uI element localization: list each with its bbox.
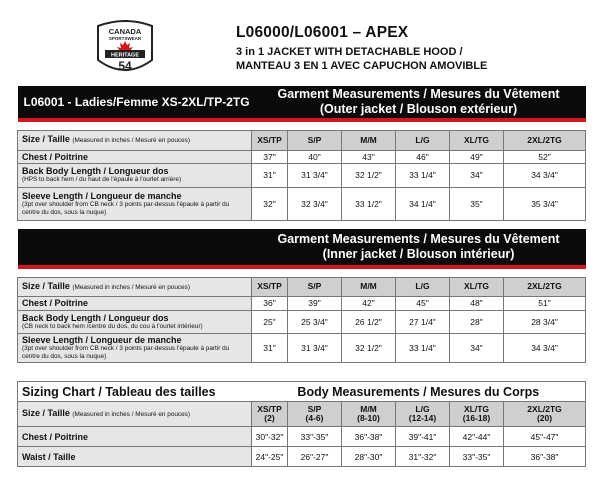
cell: 42" (342, 296, 396, 310)
cell: 31 3/4" (288, 163, 342, 187)
cell: 51" (504, 296, 586, 310)
cell: 31" (252, 163, 288, 187)
size-header: XS/TP (252, 277, 288, 296)
body-size-row (18, 402, 586, 427)
cell: 25" (252, 310, 288, 333)
size-header: L/G (396, 130, 450, 150)
table-row (18, 163, 586, 187)
cell: 37" (252, 150, 288, 163)
cell: 45"-47" (504, 427, 586, 447)
row-label: Back Body Length / Longueur dos (HPS to back hem / du haut de l'épaule à l'ourlet arrière) (18, 163, 252, 187)
row-label: Back Body Length / Longueur dos (CB neck to back hem /centre du dos, du cou à l'ourlet intérieur) (18, 310, 252, 333)
header-title-block (236, 24, 576, 73)
body-right-title: Body Measurements / Mesures du Corps (252, 382, 586, 402)
cell: 28"-30" (342, 447, 396, 467)
cell: 32 1/2" (342, 333, 396, 362)
cell: 39"-41" (396, 427, 450, 447)
size-header: XS/TP (2) (252, 402, 288, 427)
cell: 28" (450, 310, 504, 333)
outer-right-title (252, 86, 586, 118)
row-label: Sleeve Length / Longueur de manche (3pt over shoulder from CB neck / 3 points par-dessus l'épaule à partir du centre du dos, sous la nuque) (18, 187, 252, 220)
inner-size-label: Size / Taille (Measured in inches / Mesuré en pouces) (18, 277, 252, 296)
inner-right-title-2: (Inner jacket / Blouson intérieur) (322, 247, 515, 261)
subtitle-fr: MANTEAU 3 EN 1 AVEC CAPUCHON AMOVIBLE (236, 60, 488, 72)
cell: 48" (450, 296, 504, 310)
outer-left-title: L06001 - Ladies/Femme XS-2XL/TP-2TG (23, 95, 250, 109)
row-label: Chest / Poitrine (18, 150, 252, 163)
cell: 35 3/4" (504, 187, 586, 220)
cell: 39" (288, 296, 342, 310)
size-header: L/G (12-14) (396, 402, 450, 427)
cell: 31 3/4" (288, 333, 342, 362)
cell: 33 1/2" (342, 187, 396, 220)
size-header: XL/TG (16-18) (450, 402, 504, 427)
page-title: L06000/L06001 – APEX (236, 24, 409, 41)
inner-right-title-1: Garment Measurements / Mesures du Vêtement (277, 232, 560, 246)
table-row (18, 310, 586, 333)
size-header: M/M (342, 130, 396, 150)
cell: 31" (252, 333, 288, 362)
cell: 34" (450, 163, 504, 187)
row-label: Chest / Poitrine (18, 427, 252, 447)
subtitle-en: 3 in 1 JACKET WITH DETACHABLE HOOD / (236, 46, 463, 58)
cell: 33"-35" (288, 427, 342, 447)
outer-size-label: Size / Taille (Measured in inches / Mesuré en pouces) (18, 130, 252, 150)
size-header: S/P (4-6) (288, 402, 342, 427)
cell: 43" (342, 150, 396, 163)
cell: 42"-44" (450, 427, 504, 447)
cell: 27 1/4" (396, 310, 450, 333)
logo-54-text: 54 (118, 59, 132, 73)
outer-size-row (18, 130, 586, 150)
table-row (18, 447, 586, 467)
cell: 34" (450, 333, 504, 362)
size-header: XL/TG (450, 277, 504, 296)
size-header: M/M (342, 277, 396, 296)
logo-heritage-text: HERITAGE (110, 52, 140, 59)
cell: 32 1/2" (342, 163, 396, 187)
cell: 36"-38" (342, 427, 396, 447)
table-row (18, 427, 586, 447)
outer-right-title-1: Garment Measurements / Mesures du Vêtement (277, 87, 560, 101)
logo-canada-text: CANADA (108, 27, 142, 36)
cell: 36" (252, 296, 288, 310)
table-row (18, 333, 586, 362)
cell: 30"-32" (252, 427, 288, 447)
size-header: M/M (8-10) (342, 402, 396, 427)
cell: 46" (396, 150, 450, 163)
cell: 26"-27" (288, 447, 342, 467)
size-header: 2XL/2TG (20) (504, 402, 586, 427)
body-left-title: Sizing Chart / Tableau des tailles (18, 382, 252, 402)
canada-sportswear-logo (92, 20, 158, 78)
table-row (18, 150, 586, 163)
size-header: 2XL/2TG (504, 130, 586, 150)
outer-jacket-table (17, 86, 586, 221)
inner-jacket-table (17, 229, 586, 363)
cell: 32" (252, 187, 288, 220)
cell: 35" (450, 187, 504, 220)
size-header: L/G (396, 277, 450, 296)
cell: 49" (450, 150, 504, 163)
row-label: Sleeve Length / Longueur de manche (3pt over shoulder from CB neck / 3 points par-dessus l'épaule à partir du centre du dos, sous la nuque) (18, 333, 252, 362)
size-header: S/P (288, 277, 342, 296)
table-row (18, 296, 586, 310)
size-header: XL/TG (450, 130, 504, 150)
cell: 34 3/4" (504, 163, 586, 187)
cell: 45" (396, 296, 450, 310)
size-header: S/P (288, 130, 342, 150)
inner-left-title (18, 229, 252, 265)
cell: 33 1/4" (396, 163, 450, 187)
inner-right-title (252, 229, 586, 265)
size-header: XS/TP (252, 130, 288, 150)
row-label: Waist / Taille (18, 447, 252, 467)
row-label: Chest / Poitrine (18, 296, 252, 310)
cell: 34 1/4" (396, 187, 450, 220)
cell: 33"-35" (450, 447, 504, 467)
body-measurements-table (17, 381, 586, 467)
cell: 33 1/4" (396, 333, 450, 362)
cell: 32 3/4" (288, 187, 342, 220)
cell: 31"-32" (396, 447, 450, 467)
logo-sportswear-text: SPORTSWEAR (108, 36, 142, 41)
cell: 40" (288, 150, 342, 163)
outer-right-title-2: (Outer jacket / Blouson extérieur) (319, 102, 518, 116)
cell: 36"-38" (504, 447, 586, 467)
table-row (18, 187, 586, 220)
cell: 34 3/4" (504, 333, 586, 362)
cell: 52" (504, 150, 586, 163)
cell: 28 3/4" (504, 310, 586, 333)
body-size-label: Size / Taille (Measured in inches / Mesuré en pouces) (18, 402, 252, 427)
inner-size-row (18, 277, 586, 296)
cell: 24"-25" (252, 447, 288, 467)
size-header: 2XL/2TG (504, 277, 586, 296)
cell: 26 1/2" (342, 310, 396, 333)
cell: 25 3/4" (288, 310, 342, 333)
